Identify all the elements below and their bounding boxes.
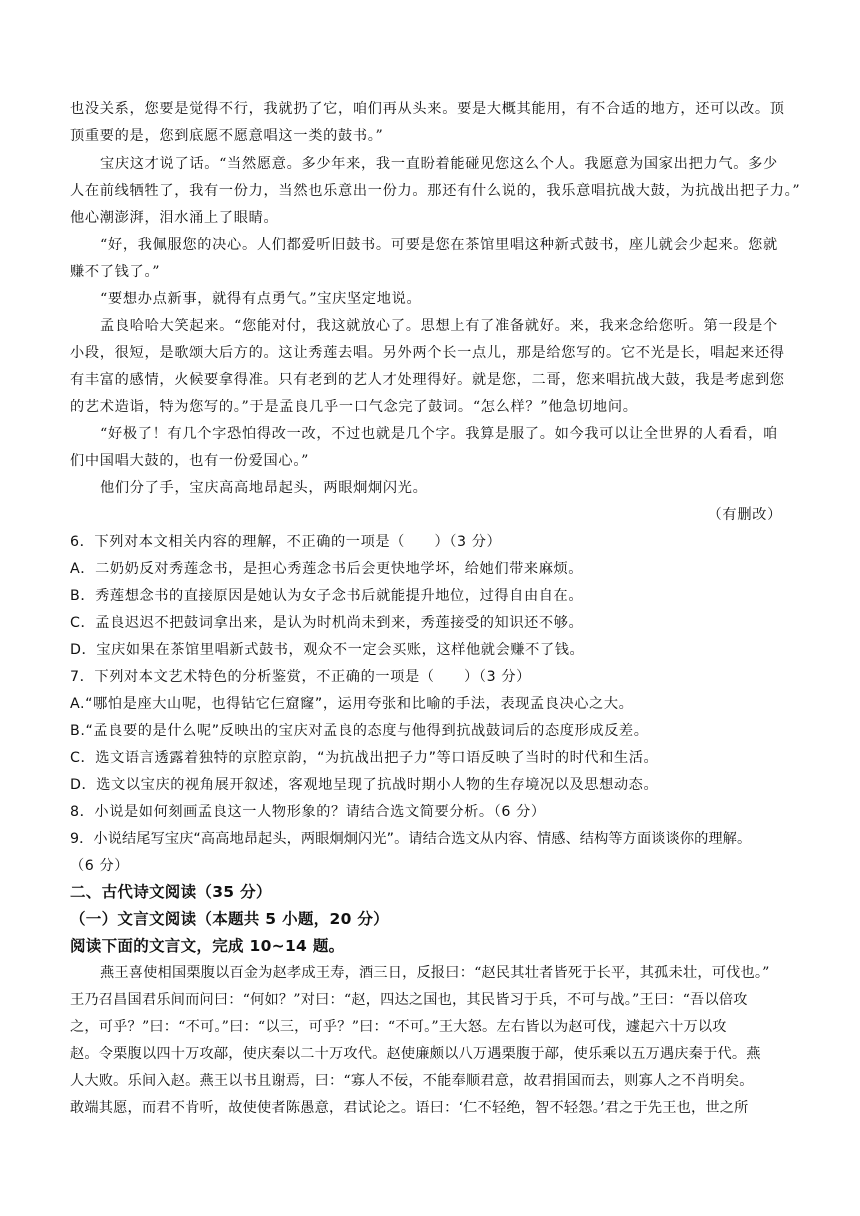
story-line: 的艺术造诣，特为您写的。”于是孟良几乎一口气念完了鼓词。“怎么样？”他急切地问。 (70, 399, 638, 415)
story-line: 有丰富的感情，火候要拿得准。只有老到的艺人才处理得好。就是您，二哥，您来唱抗战大鼓，我是考虑到您 (70, 372, 785, 388)
question-7: 7．下列对本文艺术特色的分析鉴赏，不正确的一项是（ ）（3 分） (70, 669, 531, 685)
story-line: 他心潮澎湃，泪水涌上了眼睛。 (70, 210, 279, 226)
story-line: 他们分了手，宝庆高高地昂起头，两眼炯炯闪光。 (100, 480, 428, 496)
story-line: 人在前线牺牲了，我有一份力，当然也乐意出一份力。那还有什么说的，我乐意唱抗战大鼓，为抗战出把子力。” (70, 183, 801, 199)
question-9-points: （6 分） (70, 858, 130, 874)
story-line: “要想办点新事，就得有点勇气。”宝庆坚定地说。 (100, 291, 422, 307)
source-note: （有删改） (707, 507, 782, 523)
story-line: “好，我佩服您的决心。人们都爱听旧鼓书。可要是您在茶馆里唱这种新式鼓书，座儿就会少起来。您就 (100, 237, 778, 253)
passage-line: 人大败。乐间入赵。燕王以书且谢焉，曰：“寡人不佞，不能奉顺君意，故君捐国而去，则寡人之不肖明矣。 (70, 1073, 754, 1089)
reading-instruction: 阅读下面的文言文，完成 10~14 题。 (70, 937, 345, 955)
story-line: “好极了！有几个字恐怕得改一改，不过也就是几个字。我算是服了。如今我可以让全世界的人看看，咱 (100, 426, 778, 442)
option-6a: A．二奶奶反对秀莲念书，是担心秀莲念书后会更快地学坏，给她们带来麻烦。 (70, 561, 584, 577)
passage-line: 王乃召昌国君乐间而问曰：“何如？”对曰：“赵，四达之国也，其民皆习于兵，不可与战。”王曰：“吾以倍攻 (70, 992, 748, 1008)
option-6d: D．宝庆如果在茶馆里唱新式鼓书，观众不一定会买账，这样他就会赚不了钱。 (70, 642, 585, 658)
option-7b: B.“孟良要的是什么呢”反映出的宝庆对孟良的态度与他得到抗战鼓词后的态度形成反差。 (70, 723, 649, 739)
option-7d: D．选文以宝庆的视角展开叙述，客观地呈现了抗战时期小人物的生存境况以及思想动态。 (70, 777, 659, 793)
question-8: 8．小说是如何刻画孟良这一人物形象的？请结合选文简要分析。（6 分） (70, 804, 546, 820)
story-line: 孟良哈哈大笑起来。“您能对付，我这就放心了。思想上有了准备就好。来，我来念给您听。第一段是个 (100, 318, 778, 334)
passage-line: 燕王喜使相国栗腹以百金为赵孝成王寿，酒三日，反报曰：“赵民其壮者皆死于长平，其孤未壮，可伐也。” (100, 965, 770, 981)
passage-line: 之，可乎？”曰：“不可。”曰：“以三，可乎？”曰：“不可。”王大怒。左右皆以为赵可伐，遽起六十万以攻 (70, 1019, 727, 1035)
question-6: 6．下列对本文相关内容的理解，不正确的一项是（ ）（3 分） (70, 534, 502, 550)
story-line: 小段，很短，是歌颂大后方的。这让秀莲去唱。另外两个长一点儿，那是给您写的。它不光是长，唱起来还得 (70, 345, 785, 361)
story-line: 顶重要的是，您到底愿不愿意唱这一类的鼓书。” (70, 128, 384, 144)
question-9: 9．小说结尾写宝庆“高高地昂起头，两眼炯炯闪光”。请结合选文从内容、情感、结构等方面谈谈你的理解。 (70, 831, 752, 847)
story-line: 也没关系，您要是觉得不行，我就扔了它，咱们再从头来。要是大概其能用，有不合适的地方，还可以改。顶 (70, 101, 785, 117)
passage-line: 赵。令栗腹以四十万攻鄗，使庆秦以二十万攻代。赵使廉颇以八万遇栗腹于鄗，使乐乘以五万遇庆秦于代。燕 (70, 1046, 761, 1062)
passage-line: 敢端其愿，而君不肯听，故使使者陈愚意，君试论之。语曰：‘仁不轻绝，智不轻怨。’君之于先王也，世之所 (70, 1100, 749, 1116)
option-7a: A.“哪怕是座大山呢，也得钻它仨窟窿”，运用夸张和比喻的手法，表现孟良决心之大。 (70, 696, 634, 712)
option-7c: C．选文语言透露着独特的京腔京韵，“为抗战出把子力”等口语反映了当时的时代和生活。 (70, 750, 659, 766)
subsection-heading: （一）文言文阅读（本题共 5 小题，20 分） (70, 910, 389, 928)
story-line: 们中国唱大鼓的，也有一份爱国心。” (70, 453, 310, 469)
story-line: 宝庆这才说了话。“当然愿意。多少年来，我一直盼着能碰见您这么个人。我愿意为国家出把力气。多少 (100, 156, 778, 172)
story-line: 赚不了钱了。” (70, 264, 161, 280)
option-6b: B．秀莲想念书的直接原因是她认为女子念书后就能提升地位，过得自由自在。 (70, 588, 584, 604)
option-6c: C．孟良迟迟不把鼓词拿出来，是认为时机尚未到来，秀莲接受的知识还不够。 (70, 615, 584, 631)
section-heading: 二、古代诗文阅读（35 分） (70, 883, 272, 901)
